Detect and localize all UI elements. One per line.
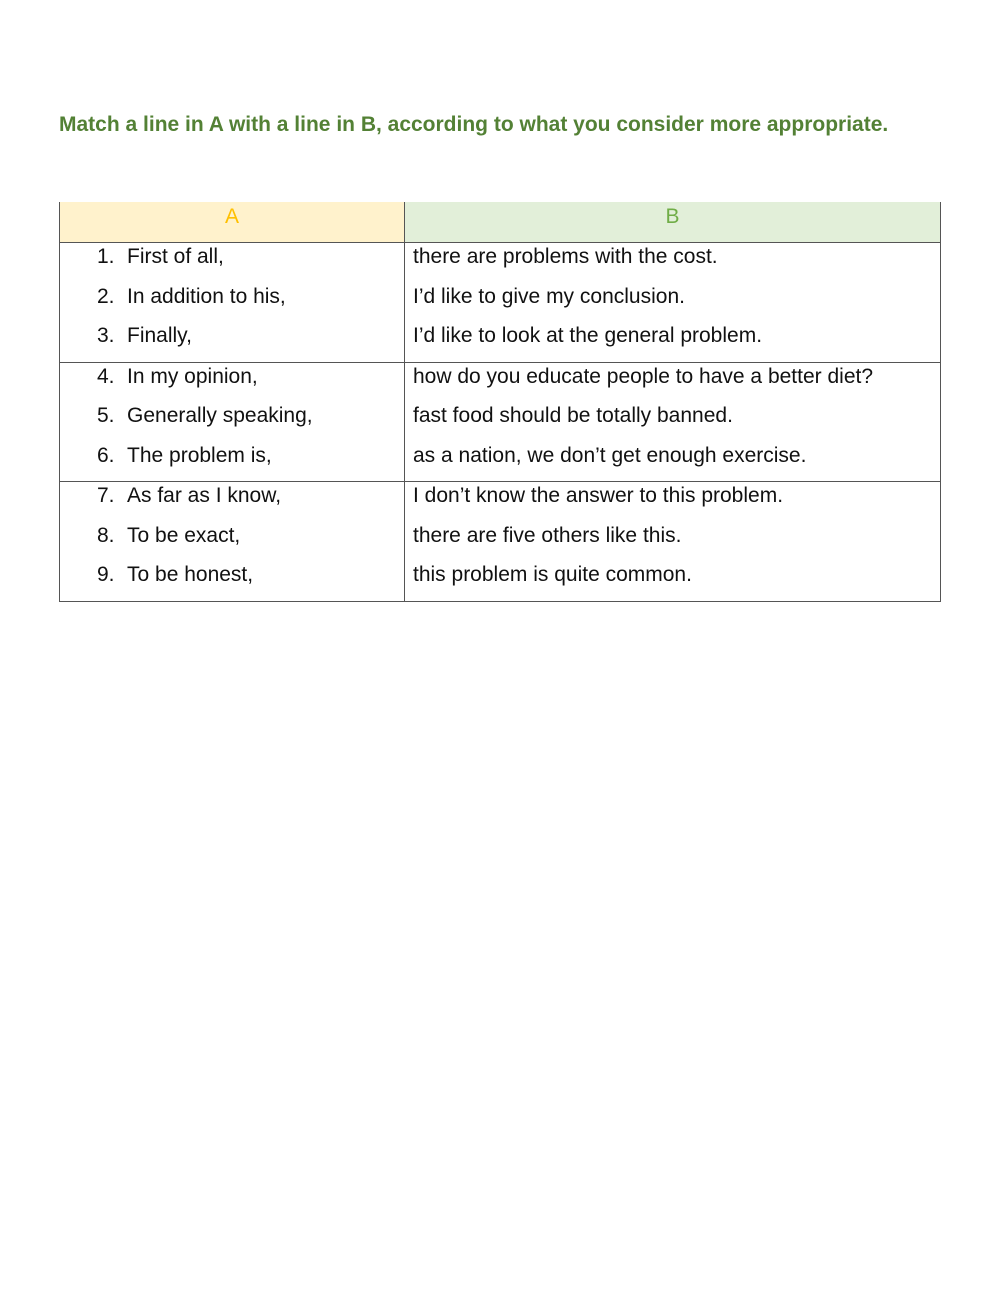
item-number: 9.: [97, 563, 115, 586]
item-number: 1.: [97, 245, 115, 268]
item-text: The problem is,: [127, 443, 272, 467]
list-item: how do you educate people to have a better diet?: [413, 364, 874, 388]
table-header-row: [60, 202, 941, 243]
group-1-column-a: [60, 243, 405, 363]
group-1-column-b: [405, 243, 941, 363]
item-text: As far as I know,: [127, 484, 282, 507]
item-number: 7.: [97, 484, 115, 507]
list-item: [60, 243, 404, 283]
list-item: [60, 363, 404, 403]
list-item: there are five others like this.: [413, 523, 682, 547]
group-3-column-b: [405, 482, 941, 602]
column-b-header: B: [405, 202, 941, 243]
list-item: [60, 322, 404, 362]
list-item: I’d like to give my conclusion.: [413, 284, 685, 308]
item-text: To be exact,: [127, 523, 241, 547]
matching-table: [59, 202, 941, 602]
list-item: this problem is quite common.: [413, 563, 692, 586]
item-number: 4.: [97, 364, 115, 388]
item-text: To be honest,: [127, 563, 254, 586]
list-item: [60, 283, 404, 323]
group-2-column-b: [405, 362, 941, 482]
list-item: [60, 482, 404, 522]
item-number: 6.: [97, 443, 115, 467]
table-row: [60, 362, 941, 482]
list-item: [60, 442, 404, 482]
item-number: 5.: [97, 404, 115, 427]
group-2-column-a: [60, 362, 405, 482]
item-text: Generally speaking,: [127, 404, 313, 427]
item-number: 2.: [97, 284, 115, 308]
item-text: First of all,: [127, 245, 224, 268]
item-text: In my opinion,: [127, 364, 258, 388]
list-item: I’d like to look at the general problem.: [413, 324, 763, 347]
item-text: In addition to his,: [127, 284, 286, 308]
group-3-column-a: [60, 482, 405, 602]
table-row: [60, 482, 941, 602]
list-item: I don’t know the answer to this problem.: [413, 484, 784, 507]
item-text: Finally,: [127, 324, 192, 347]
list-item: there are problems with the cost.: [413, 245, 718, 268]
list-item: as a nation, we don’t get enough exercise.: [413, 443, 807, 467]
instruction-heading: Match a line in A with a line in B, according to what you consider more appropriate.: [59, 113, 889, 136]
list-item: fast food should be totally banned.: [413, 404, 733, 427]
item-number: 3.: [97, 324, 115, 347]
list-item: [60, 402, 404, 442]
column-a-header: A: [60, 202, 405, 243]
list-item: [60, 561, 404, 601]
list-item: [60, 522, 404, 562]
table-row: [60, 243, 941, 363]
item-number: 8.: [97, 523, 115, 547]
